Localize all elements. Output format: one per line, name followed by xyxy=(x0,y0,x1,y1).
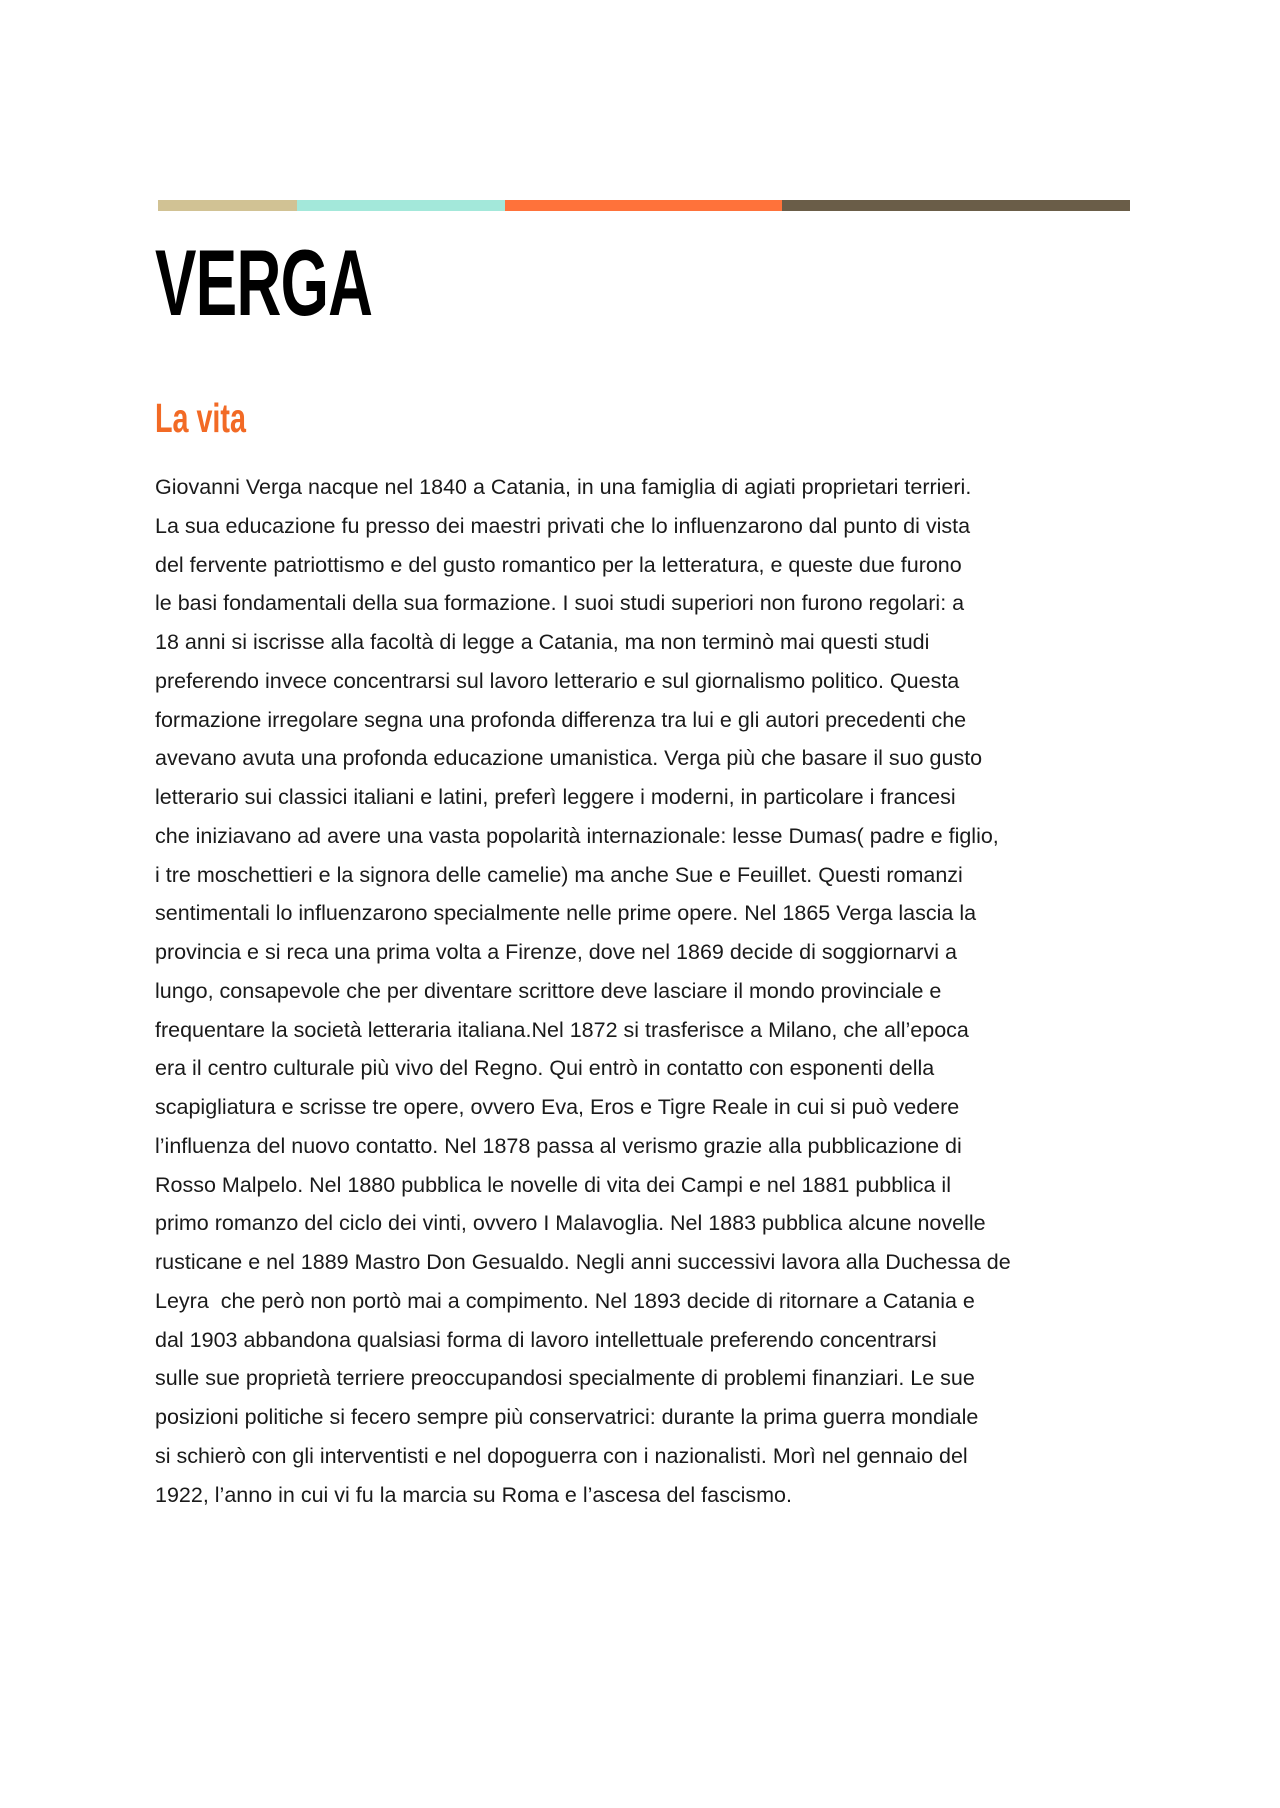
page-title: VERGA xyxy=(155,230,373,335)
paragraph-line: si schierò con gli interventisti e nel dopoguerra con i nazionalisti. Morì nel gennaio del xyxy=(155,1443,968,1468)
paragraph-line: le basi fondamentali della sua formazione. I suoi studi superiori non furono regolari: a xyxy=(155,591,965,616)
paragraph-line: letterario sui classici italiani e latini, preferì leggere i moderni, in particolare i francesi xyxy=(155,785,956,809)
section-heading: La vita xyxy=(155,395,246,441)
paragraph-line: La sua educazione fu presso dei maestri privati che lo influenzarono dal punto di vista xyxy=(155,513,971,538)
paragraph-line: 18 anni si iscrisse alla facoltà di legge a Catania, ma non terminò mai questi studi xyxy=(155,630,930,654)
paragraph-line: dal 1903 abbandona qualsiasi forma di lavoro intellettuale preferendo concentrarsi xyxy=(155,1327,937,1352)
paragraph-line: sulle sue proprietà terriere preoccupandosi specialmente di problemi finanziari. Le sue xyxy=(155,1366,975,1391)
paragraph-line: posizioni politiche si fecero sempre più conservatrici: durante la prima guerra mondiale xyxy=(155,1405,979,1429)
paragraph-line: lungo, consapevole che per diventare scrittore deve lasciare il mondo provinciale e xyxy=(155,978,942,1003)
paragraph-line: rusticane e nel 1889 Mastro Don Gesualdo. Negli anni successivi lavora alla Duchessa de xyxy=(155,1250,1011,1274)
color-bar-segment-2 xyxy=(297,200,505,211)
paragraph-line: l’influenza del nuovo contatto. Nel 1878 passa al verismo grazie alla pubblicazione di xyxy=(155,1133,962,1158)
paragraph-line: provincia e si reca una prima volta a Firenze, dove nel 1869 decide di soggiornarvi a xyxy=(155,940,957,964)
paragraph-line: i tre moschettieri e la signora delle camelie) ma anche Sue e Feuillet. Questi romanzi xyxy=(155,862,963,887)
paragraph-line: Rosso Malpelo. Nel 1880 pubblica le novelle di vita dei Campi e nel 1881 pubblica il xyxy=(155,1172,951,1197)
paragraph-line: scapigliatura e scrisse tre opere, ovvero Eva, Eros e Tigre Reale in cui si può vedere xyxy=(155,1095,960,1119)
paragraph-line: Giovanni Verga nacque nel 1840 a Catania, in una famiglia di agiati proprietari terrieri. xyxy=(155,475,972,499)
paragraph-line: primo romanzo del ciclo dei vinti, ovvero I Malavoglia. Nel 1883 pubblica alcune novelle xyxy=(155,1211,986,1236)
paragraph-line: sentimentali lo influenzarono specialmente nelle prime opere. Nel 1865 Verga lascia la xyxy=(155,901,977,926)
color-bar-segment-1 xyxy=(158,200,297,211)
paragraph-line: era il centro culturale più vivo del Regno. Qui entrò in contatto con esponenti della xyxy=(155,1056,935,1081)
paragraph-line: avevano avuta una profonda educazione umanistica. Verga più che basare il suo gusto xyxy=(155,746,983,771)
paragraph-line: 1922, l’anno in cui vi fu la marcia su Roma e l’ascesa del fascismo. xyxy=(155,1482,792,1507)
paragraph-line: Leyra che però non portò mai a compimento. Nel 1893 decide di ritornare a Catania e xyxy=(155,1288,975,1313)
paragraph-line: preferendo invece concentrarsi sul lavoro letterario e sul giornalismo politico. Questa xyxy=(155,668,960,693)
paragraph-line: che iniziavano ad avere una vasta popolarità internazionale: lesse Dumas( padre e figlio, xyxy=(155,823,999,848)
paragraph-line: frequentare la società letteraria italiana.Nel 1872 si trasferisce a Milano, che all’epoca xyxy=(155,1017,969,1042)
color-bar-segment-3 xyxy=(505,200,782,211)
paragraph-line: del fervente patriottismo e del gusto romantico per la letteratura, e queste due furono xyxy=(155,552,962,577)
paragraph-line: formazione irregolare segna una profonda differenza tra lui e gli autori precedenti che xyxy=(155,707,967,732)
color-bar-segment-4 xyxy=(782,200,1130,211)
body-paragraph xyxy=(155,468,1011,1514)
